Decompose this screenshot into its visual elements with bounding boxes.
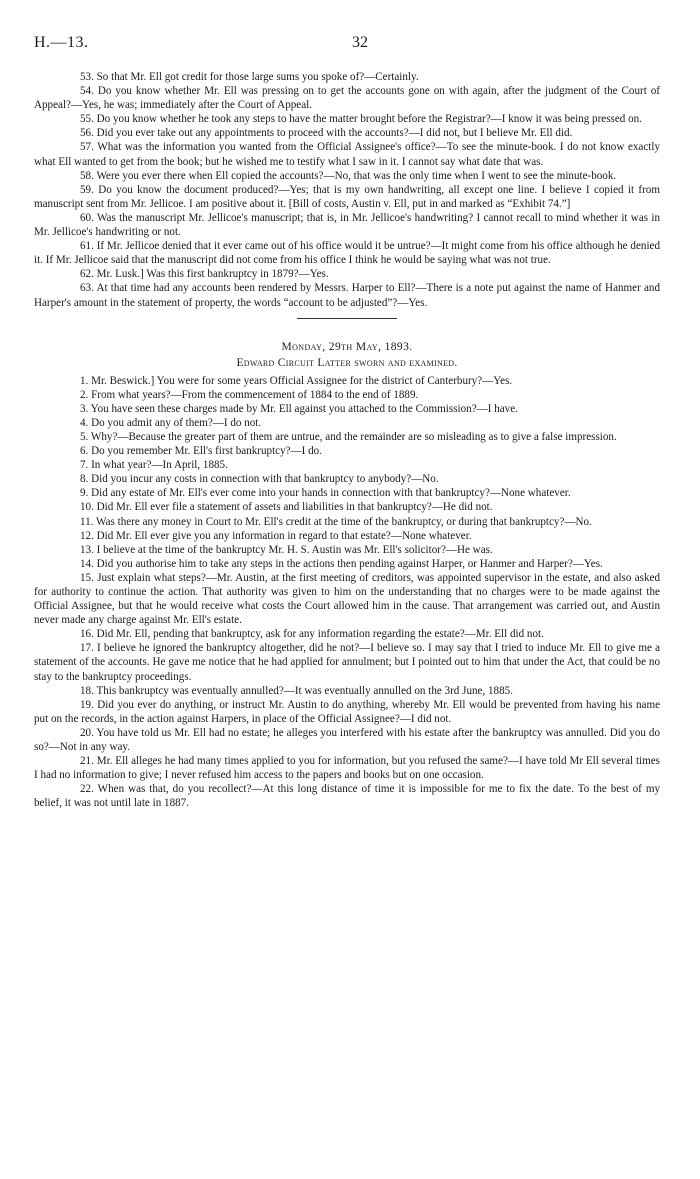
question-answer-paragraph: 56. Did you ever take out any appointments to proceed with the accounts?—I did not, but I believe Mr. Ell did.: [80, 127, 573, 140]
witness-heading: Edward Circuit Latter sworn and examined.: [236, 356, 458, 369]
hearing-date-heading: Monday, 29th May, 1893.: [281, 340, 413, 353]
question-answer-paragraph: 2. From what years?—From the commencement of 1884 to the end of 1889.: [80, 388, 419, 401]
question-answer-paragraph: 16. Did Mr. Ell, pending that bankruptcy, ask for any information regarding the estate?—Mr. Ell did not.: [80, 628, 544, 641]
question-answer-paragraph: 55. Do you know whether he took any steps to have the matter brought before the Registrar?—I know it was being pressed on.: [80, 113, 642, 126]
question-answer-paragraph: 3. You have seen these charges made by Mr. Ell against you attached to the Commission?—I have.: [80, 402, 518, 415]
question-answer-paragraph: 20. You have told us Mr. Ell had no estate; he alleges you interfered with his estate after the bankruptcy was annulled. Did you do so?—Not in any way.: [34, 726, 660, 754]
question-answer-paragraph: 13. I believe at the time of the bankruptcy Mr. H. S. Austin was Mr. Ell's solicitor?—He was.: [80, 543, 493, 556]
question-answer-paragraph: 12. Did Mr. Ell ever give you any information in regard to that estate?—None whatever.: [80, 529, 472, 542]
question-answer-paragraph: 57. What was the information you wanted from the Official Assignee's office?—To see the minute-book. I do not know exactly what Ell wanted to get from the book; but he wished me to testify what I saw in it. I cannot say what date that was.: [34, 141, 660, 168]
question-answer-paragraph: 4. Do you admit any of them?—I do not.: [80, 416, 262, 429]
testimony-part-2: [34, 374, 660, 811]
page-number: 32: [352, 34, 368, 51]
question-answer-paragraph: 61. If Mr. Jellicoe denied that it ever came out of his office would it be untrue?—It might come from his office although he denied it. If Mr. Jellicoe said that the manuscript did not come from his office I think he would be saying what was not true.: [34, 240, 660, 267]
question-answer-paragraph: 63. At that time had any accounts been rendered by Messrs. Harper to Ell?—There is a note put against the name of Hanmer and Harper's amount in the statement of property, the words “account to be adjusted”?—Yes.: [34, 282, 660, 309]
testimony-part-1: [34, 70, 660, 310]
question-answer-paragraph: 22. When was that, do you recollect?—At this long distance of time it is impossible for me to fix the date. To the best of my belief, it was not until late in 1887.: [34, 783, 660, 810]
question-answer-paragraph: 14. Did you authorise him to take any steps in the actions then pending against Harper, or Hanmer and Harper?—Yes.: [80, 557, 603, 570]
page-header: [34, 34, 660, 58]
document-reference: H.—13.: [34, 34, 89, 51]
section-divider: [297, 318, 397, 319]
question-answer-paragraph: 19. Did you ever do anything, or instruct Mr. Austin to do anything, whereby Mr. Ell would be prevented from having his name put on the records, in the action against Harpers, in place of the Official Assignee?—I did not.: [34, 698, 660, 725]
question-answer-paragraph: 15. Just explain what steps?—Mr. Austin, at the first meeting of creditors, was appointed supervisor in the estate, and also asked for authority to continue the action. That authority was given to him on the understanding that no charges were to be made against the Official Assignee, but that he would receive what costs the Court allowed him in the cause. That arrangement was carried out, and Austin never made any charge against Mr. Ell's estate.: [34, 571, 660, 627]
question-answer-paragraph: 18. This bankruptcy was eventually annulled?—It was eventually annulled on the 3rd June, 1885.: [80, 684, 513, 697]
testimony-body: [34, 70, 660, 811]
question-answer-paragraph: 17. I believe he ignored the bankruptcy altogether, did he not?—I believe so. I may say that I tried to induce Mr. Ell to give me a statement of the accounts. He gave me notice that he had applied for annulment; but I pointed out to him that under the Act, that could be no stay to the bankruptcy proceedings.: [34, 642, 660, 683]
question-answer-paragraph: 21. Mr. Ell alleges he had many times applied to you for information, but you refused the same?—I have told Mr Ell several times I had no information to give; I never refused him access to the papers and books but on one occasion.: [34, 755, 660, 782]
question-answer-paragraph: 53. So that Mr. Ell got credit for those large sums you spoke of?—Certainly.: [80, 71, 419, 83]
question-answer-paragraph: 11. Was there any money in Court to Mr. Ell's credit at the time of the bankruptcy, or during that bankruptcy?—No.: [80, 515, 592, 528]
question-answer-paragraph: 5. Why?—Because the greater part of them are untrue, and the remainder are so misleading as to give a false impression.: [80, 430, 617, 443]
question-answer-paragraph: 9. Did any estate of Mr. Ell's ever come into your hands in connection with that bankruptcy?—None whatever.: [80, 487, 571, 500]
question-answer-paragraph: 6. Do you remember Mr. Ell's first bankruptcy?—I do.: [80, 445, 323, 458]
question-answer-paragraph: 58. Were you ever there when Ell copied the accounts?—No, that was the only time when I went to see the minute-book.: [80, 169, 617, 182]
question-answer-paragraph: 54. Do you know whether Mr. Ell was pressing on to get the accounts gone on with again, after the judgment of the Court of Appeal?—Yes, he was; immediately after the Court of Appeal.: [34, 85, 660, 112]
question-answer-paragraph: 10. Did Mr. Ell ever file a statement of assets and liabilities in that bankruptcy?—He did not.: [80, 501, 493, 514]
question-answer-paragraph: 59. Do you know the document produced?—Yes; that is my own handwriting, all except one line. I believe I copied it from manuscript sent from Mr. Jellicoe. I am positive about it. [Bill of costs, Austin v. Ell, put in and marked as “Exhibit 74.”]: [34, 183, 660, 210]
question-answer-paragraph: 1. Mr. Beswick.] You were for some years Official Assignee for the district of Canterbury?—Yes.: [80, 374, 513, 387]
question-answer-paragraph: 62. Mr. Lusk.] Was this first bankruptcy in 1879?—Yes.: [80, 268, 329, 281]
question-answer-paragraph: 8. Did you incur any costs in connection with that bankruptcy to anybody?—No.: [80, 473, 439, 486]
question-answer-paragraph: 7. In what year?—In April, 1885.: [80, 459, 228, 472]
question-answer-paragraph: 60. Was the manuscript Mr. Jellicoe's manuscript; that is, in Mr. Jellicoe's handwriting? I cannot recall to mind whether it was in Mr. Jellicoe's handwriting or not.: [34, 211, 660, 239]
